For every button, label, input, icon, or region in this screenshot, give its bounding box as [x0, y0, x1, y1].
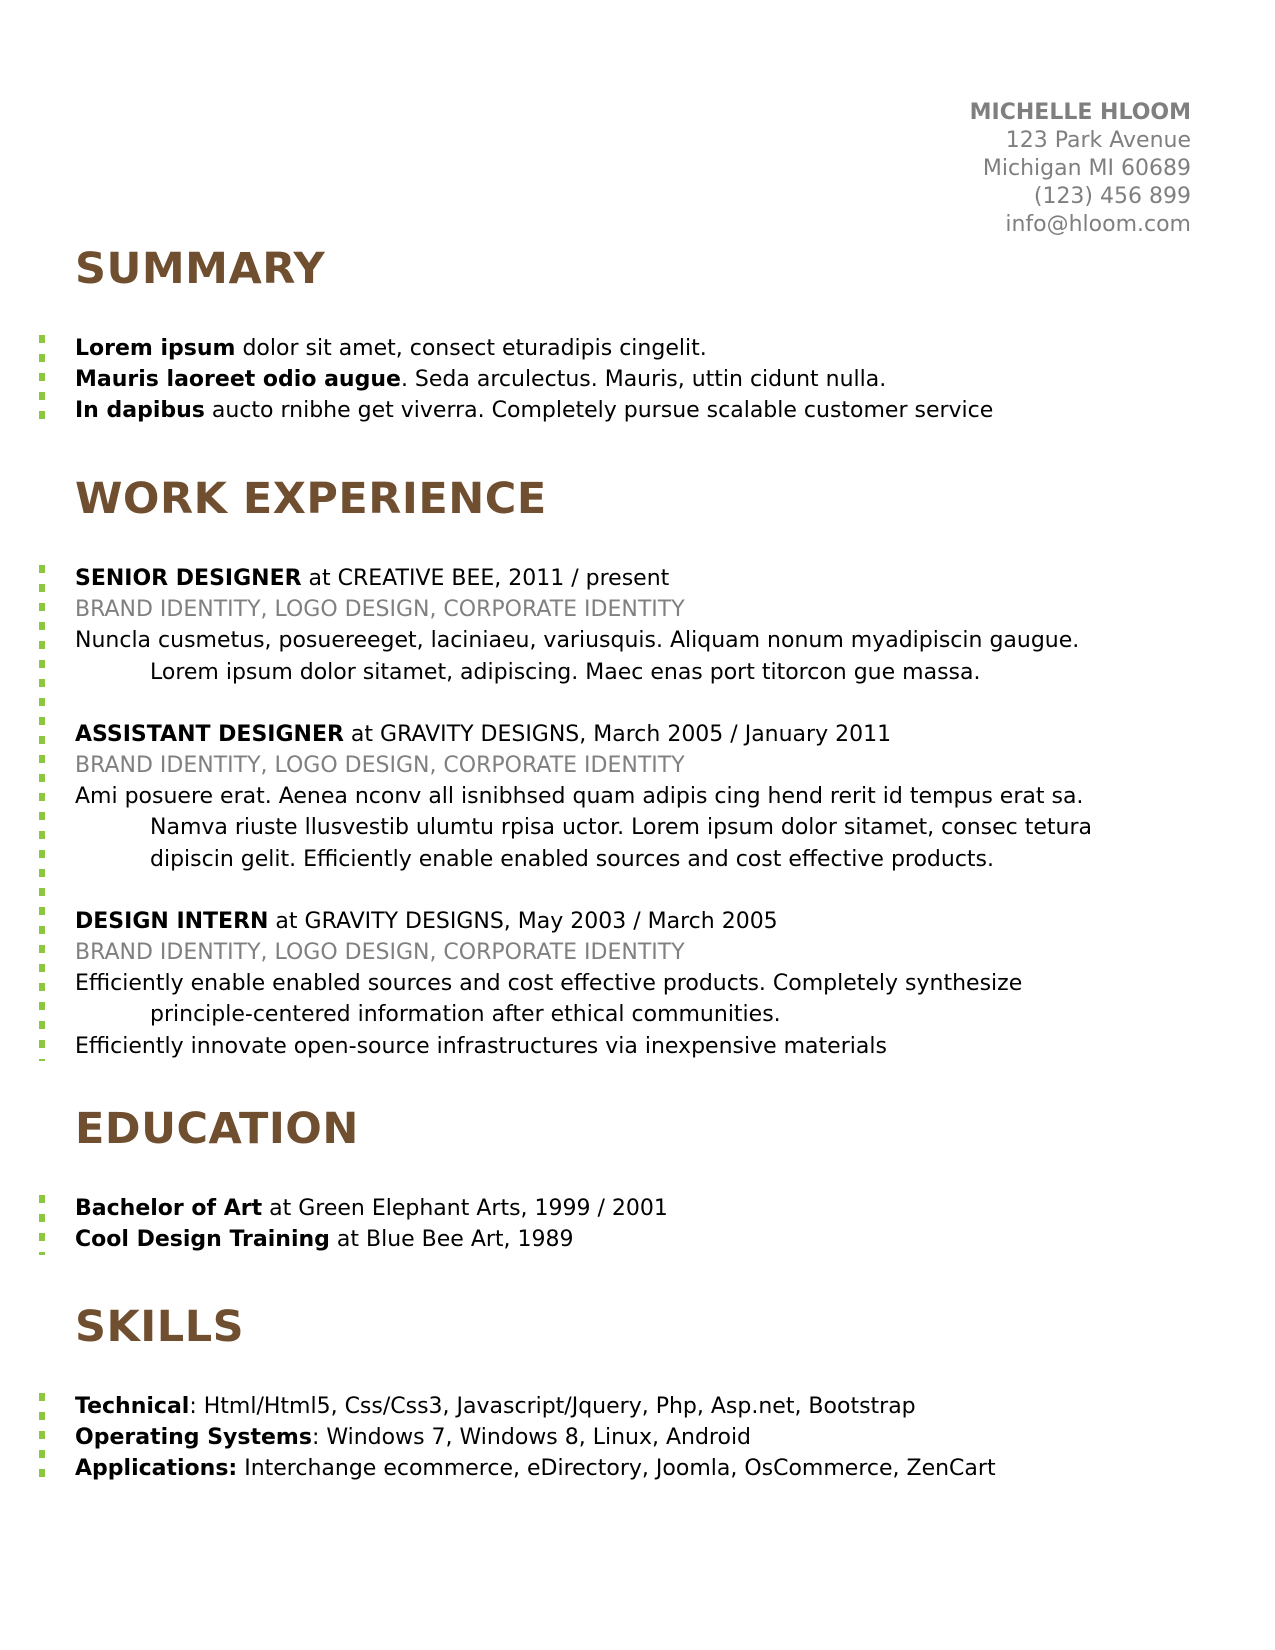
summary-line-text: aucto rnibhe get viverra. Completely pursue scalable customer service	[204, 398, 994, 424]
skills-list: : Windows 7, Windows 8, Linux, Android	[311, 1425, 752, 1451]
job-detail: at CREATIVE BEE, 2011 / present	[301, 566, 670, 591]
education-section	[75, 1193, 1215, 1255]
work-experience-heading: WORK EXPERIENCE	[75, 474, 547, 524]
summary-section	[75, 333, 1215, 427]
education-rail-decoration	[39, 1195, 45, 1255]
job-description: dipiscin gelit. Efficiently enable enabled sources and cost effective products.	[150, 846, 995, 872]
job-skills: BRAND IDENTITY, LOGO DESIGN, CORPORATE IDENTITY	[75, 597, 685, 623]
skills-item	[75, 1391, 1215, 1422]
skills-category: Technical	[75, 1394, 190, 1419]
job-description: Efficiently enable enabled sources and cost effective products. Completely synthesize	[75, 971, 1023, 997]
job-entry	[75, 563, 1215, 688]
job-description: Lorem ipsum dolor sitamet, adipiscing. Maec enas port titorcon gue massa.	[150, 659, 981, 685]
job-title: DESIGN INTERN	[75, 908, 269, 934]
summary-line-bold: In dapibus	[75, 398, 205, 424]
summary-line	[75, 333, 1215, 364]
job-description: Ami posuere erat. Aenea nconv all isnibhsed quam adipis cing hend rerit id tempus erat sa.	[75, 784, 1084, 810]
job-description: Nuncla cusmetus, posuereeget, laciniaeu, variusquis. Aliquam nonum myadipiscin gaugue.	[75, 628, 1080, 654]
contact-city: Michigan MI 60689	[982, 156, 1191, 181]
skills-list: Interchange ecommerce, eDirectory, Joomla, OsCommerce, ZenCart	[237, 1456, 996, 1482]
work-experience-section	[75, 563, 1215, 1062]
education-detail: at Green Elephant Arts, 1999 / 2001	[262, 1196, 668, 1221]
contact-block	[970, 99, 1191, 239]
summary-line-bold: Lorem ipsum	[75, 336, 236, 361]
job-title-line	[75, 719, 1215, 750]
skills-heading: SKILLS	[75, 1302, 245, 1352]
job-detail: at GRAVITY DESIGNS, May 2003 / March 2005	[268, 908, 778, 934]
job-skills: BRAND IDENTITY, LOGO DESIGN, CORPORATE IDENTITY	[75, 940, 685, 966]
skills-item	[75, 1422, 1215, 1453]
skills-rail-decoration	[39, 1393, 45, 1485]
education-item	[75, 1193, 1215, 1224]
education-detail: at Blue Bee Art, 1989	[329, 1227, 574, 1253]
job-entry	[75, 719, 1215, 875]
job-description: principle-centered information after ethical communities.	[150, 1002, 781, 1028]
job-skills: BRAND IDENTITY, LOGO DESIGN, CORPORATE IDENTITY	[75, 753, 685, 779]
summary-line-text: . Seda arculectus. Mauris, uttin cidunt nulla.	[400, 367, 887, 393]
skills-list: : Html/Html5, Css/Css3, Javascript/Jquery, Php, Asp.net, Bootstrap	[189, 1394, 916, 1419]
job-title-line	[75, 563, 1215, 594]
education-degree: Cool Design Training	[75, 1227, 330, 1253]
education-item	[75, 1224, 1215, 1255]
skills-category: Operating Systems	[75, 1425, 312, 1451]
education-degree: Bachelor of Art	[75, 1196, 263, 1221]
summary-heading: SUMMARY	[75, 244, 326, 294]
skills-section	[75, 1391, 1215, 1485]
skills-item	[75, 1453, 1215, 1484]
job-title-line	[75, 906, 1215, 937]
job-entry	[75, 906, 1215, 1062]
summary-rail-decoration	[39, 335, 45, 427]
contact-name: MICHELLE HLOOM	[969, 100, 1191, 125]
job-description: Efficiently innovate open-source infrastructures via inexpensive materials	[75, 1033, 887, 1059]
summary-line	[75, 364, 1215, 395]
contact-phone: (123) 456 899	[1033, 184, 1191, 209]
summary-line-bold: Mauris laoreet odio augue	[75, 367, 401, 393]
contact-address: 123 Park Avenue	[1005, 128, 1191, 153]
job-detail: at GRAVITY DESIGNS, March 2005 / January 2011	[343, 721, 892, 747]
job-title: ASSISTANT DESIGNER	[75, 721, 344, 747]
summary-line	[75, 395, 1215, 426]
job-description: Namva riuste llusvestib ulumtu rpisa uctor. Lorem ipsum dolor sitamet, consec tetura	[150, 815, 1093, 841]
job-title: SENIOR DESIGNER	[75, 566, 302, 591]
contact-email: info@hloom.com	[1005, 212, 1191, 237]
work-rail-decoration	[39, 565, 45, 1061]
skills-category: Applications:	[75, 1456, 238, 1482]
education-heading: EDUCATION	[75, 1104, 359, 1154]
summary-line-text: dolor sit amet, consect eturadipis cingelit.	[235, 336, 707, 361]
